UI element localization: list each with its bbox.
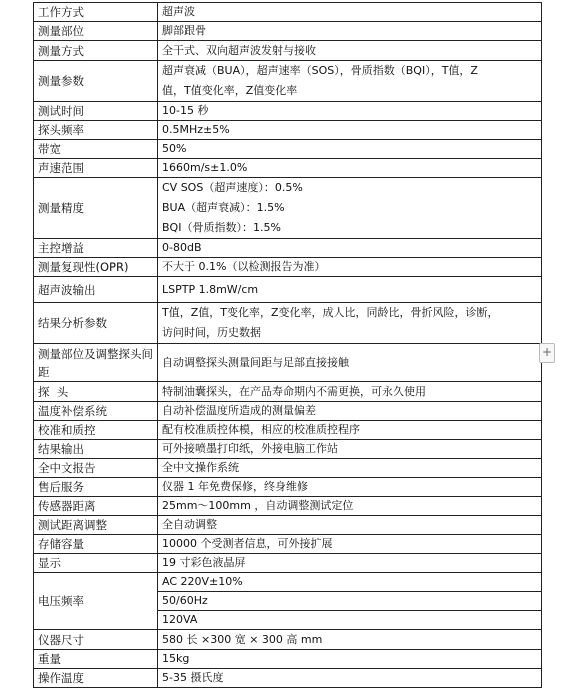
row-value: 脚部跟骨 (158, 22, 542, 41)
row-value: 580 长 ×300 宽 × 300 高 mm (158, 630, 542, 650)
table-row (34, 3, 542, 22)
row-key: 仪器尺寸 (34, 630, 158, 650)
table-row (34, 277, 542, 303)
row-key: 主控增益 (34, 239, 158, 258)
table-row (34, 459, 542, 478)
row-key: 传感器距离 (34, 497, 158, 516)
row-key: 校准和质控 (34, 421, 158, 440)
row-value: 全中文操作系统 (158, 459, 542, 478)
row-value: 可外接喷墨打印纸，外接电脑工作站 (158, 440, 542, 459)
row-key: 测试时间 (34, 102, 158, 121)
row-key: 测量复现性(OPR) (34, 258, 158, 277)
table-row (34, 573, 542, 630)
row-value: 自动补偿温度所造成的测量偏差 (158, 402, 542, 421)
row-value: 50% (158, 140, 542, 159)
row-key: 温度补偿系统 (34, 402, 158, 421)
row-key: 售后服务 (34, 478, 158, 497)
plus-icon: + (541, 345, 553, 359)
row-value: 仪器 1 年免费保修，终身维修 (158, 478, 542, 497)
spec-table (33, 2, 542, 688)
row-key: 测量部位 (34, 22, 158, 41)
table-row (34, 630, 542, 650)
table-row (34, 402, 542, 421)
row-key: 测量精度 (34, 178, 158, 239)
row-key: 探 头 (34, 382, 158, 402)
table-row (34, 258, 542, 277)
row-value: 全自动调整 (158, 516, 542, 535)
table-row (34, 61, 542, 102)
table-row (34, 22, 542, 41)
row-value (158, 61, 542, 102)
row-key: 工作方式 (34, 3, 158, 22)
table-row (34, 239, 542, 258)
table-row (34, 650, 542, 669)
row-value: 超声波 (158, 3, 542, 22)
row-value-line: 超声衰减（BUA），超声速率（SOS），骨质指数（BQI），T值，Z (162, 64, 478, 77)
row-key: 带宽 (34, 140, 158, 159)
row-key: 存储容量 (34, 535, 158, 554)
row-key: 探头频率 (34, 121, 158, 140)
row-key: 全中文报告 (34, 459, 158, 478)
row-value: 0.5MHz±5% (158, 121, 542, 140)
expand-button[interactable] (539, 343, 555, 363)
row-key: 超声波输出 (34, 277, 158, 303)
table-row (34, 303, 542, 344)
row-key: 显示 (34, 554, 158, 573)
row-value: 10-15 秒 (158, 102, 542, 121)
table-row (34, 669, 542, 688)
table-row (34, 382, 542, 402)
row-value (158, 573, 542, 630)
row-key: 测量参数 (34, 61, 158, 102)
row-key: 结果分析参数 (34, 303, 158, 344)
table-row (34, 41, 542, 61)
row-value: 0-80dB (158, 239, 542, 258)
row-value: 1660m/s±1.0% (158, 159, 542, 178)
table-row (34, 421, 542, 440)
row-value: 不大于 0.1%（以检测报告为准） (158, 258, 542, 277)
table-row (34, 554, 542, 573)
row-value-line: CV SOS（超声速度）：0.5% (162, 181, 303, 194)
row-value-line: 值，T值变化率，Z值变化率 (162, 84, 298, 97)
spec-table-container (33, 2, 531, 688)
row-value-line: BUA（超声衰减）：1.5% (162, 201, 285, 214)
table-row (34, 178, 542, 239)
table-row (34, 140, 542, 159)
table-row (34, 516, 542, 535)
sub-cell: AC 220V±10% (158, 573, 541, 592)
row-value: 10000 个受测者信息，可外接扩展 (158, 535, 542, 554)
row-value: 5-35 摄氏度 (158, 669, 542, 688)
sub-cell: 50/60Hz (158, 592, 541, 611)
row-key: 声速范围 (34, 159, 158, 178)
row-value-line: BQI（骨质指数）：1.5% (162, 221, 281, 234)
row-value: 25mm～100mm ，自动调整测试定位 (158, 497, 542, 516)
row-key: 重量 (34, 650, 158, 669)
row-key: 测量部位及调整探头间距 (34, 344, 158, 382)
table-row (34, 478, 542, 497)
row-value: 特制油囊探头，在产品寿命期内不需更换，可永久使用 (158, 382, 542, 402)
row-value (158, 303, 542, 344)
row-key: 结果输出 (34, 440, 158, 459)
row-value: LSPTP 1.8mW/cm (158, 277, 542, 303)
table-row (34, 440, 542, 459)
row-value: 全干式、双向超声波发射与接收 (158, 41, 542, 61)
row-key: 操作温度 (34, 669, 158, 688)
table-row (34, 102, 542, 121)
row-key: 测量方式 (34, 41, 158, 61)
row-value-line: T值，Z值，T变化率，Z变化率，成人比，同龄比，骨折风险，诊断， (162, 306, 499, 319)
row-value: 配有校准质控体模，相应的校准质控程序 (158, 421, 542, 440)
row-value (158, 178, 542, 239)
table-row (34, 497, 542, 516)
sub-cell: 120VA (162, 613, 198, 626)
table-row (34, 121, 542, 140)
row-value: 19 寸彩色液晶屏 (158, 554, 542, 573)
table-row (34, 159, 542, 178)
row-value: 15kg (158, 650, 542, 669)
row-key: 电压频率 (34, 573, 158, 630)
row-value: 自动调整探头测量间距与足部直接接触 (158, 344, 542, 382)
row-key: 测试距离调整 (34, 516, 158, 535)
table-row (34, 535, 542, 554)
row-value-line: 访问时间，历史数据 (162, 326, 261, 339)
table-row (34, 344, 542, 382)
